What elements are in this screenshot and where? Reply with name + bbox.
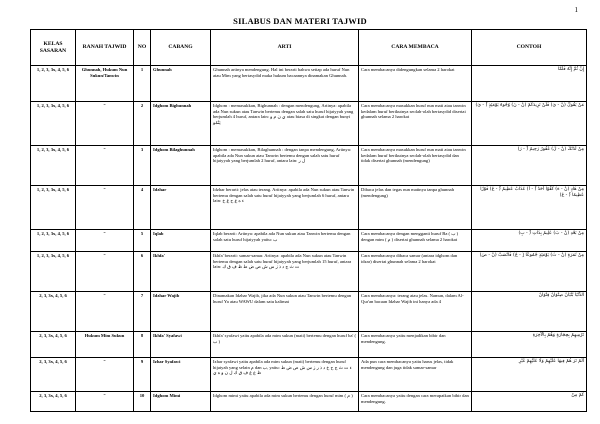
cell-cabang: Ikhfa' (151, 252, 211, 292)
cell-ranah: Hukum Mim Sukun (76, 332, 134, 358)
header-no: NO (134, 30, 151, 66)
cell-kelas: 1, 2, 3, 3x, 4, 5, 6 (31, 252, 76, 292)
cell-kelas: 2, 3, 3x, 4, 5, 6 (31, 292, 76, 332)
header-ranah: RANAH TAJWID (76, 30, 134, 66)
cell-cabang: Iqlab (151, 230, 211, 252)
header-cabang: CABANG (151, 30, 211, 66)
cell-arti: Ikhfa' berarti: samar-samar. Artinya: apabila ada Nun sukun atau Tanwin bertemu dengan salah satu huruf hijaiyyah yang berjumlah 15 huruf, antara lain: ت ث ج د ذ ز س ش ص ض ط ظ ف ق ك (211, 252, 359, 292)
cell-cabang: Idghom Bilaghunnah (151, 146, 211, 186)
cell-kelas: 2, 3, 3x, 4, 5, 6 (31, 332, 76, 358)
cell-contoh: الدُّنْيَا بُنْيَانٌ صِنْوَانٌ قِنْوَانٌ (472, 292, 587, 332)
cell-contoh: مَنْ يَقُولُ (نْ - يَ) فَلَنْ نَزِيدَكُمْ (نْ - نَ) وُجُوهٌ يَوْمَئِذٍ (ٌ - يَ) (472, 102, 587, 146)
table-row (31, 292, 587, 332)
table-row (31, 66, 587, 102)
cell-contoh: تَرْمِيهِمْ بِحِجَارَةٍ وَهُمْ بِالْآخِرَةِ (472, 332, 587, 358)
cell-arti: Dinamakan Idzhar Wajib, jika ada Nun sukun atau Tanwin bertemu dengan huruf Ya atau WAWU dalam satu kalimat (211, 292, 359, 332)
cell-cabang: Izhar Syafawi (151, 358, 211, 392)
cell-ranah: " (76, 358, 134, 392)
syllabus-table (30, 29, 587, 412)
table-row (31, 146, 587, 186)
cell-ranah: " (76, 102, 134, 146)
table-row (31, 102, 587, 146)
cell-no: 9 (134, 358, 151, 392)
cell-arti: Idghom : memasukkan, Bighunnah : dengan mendengung, Artinya: apabila ada Nun sukun atau Tanwin bertemu dengan salah satu huruf hijaiyyah yang berjumlah 4 huruf, antara lain: ي ن م و atau biasa di singkat dengan bunyi يَنْمُو (211, 102, 359, 146)
cell-cabang: Idzhar Wajib (151, 292, 211, 332)
cell-kelas: 1, 2, 3, 3x, 4, 5, 6 (31, 146, 76, 186)
cell-ranah: " (76, 230, 134, 252)
cell-arti: Idzhar berarti: jelas atau terang. Artinya: apabila ada Nun sukun atau Tanwin bertemu dengan salah satu huruf hijaiyyah yang berjumlah 6 huruf, antara lain: ء ه ع ح غ خ (211, 186, 359, 230)
cell-contoh: مِنْ هَادٍ (نْ - هَ) كُفُوًا أَحَدٌ (ً - أَ) عَذَابٌ عَظِيمٌ (ٌ - عَ) فَوْزًا عَظِيمًا (ً - عَ) (472, 186, 587, 230)
cell-cabang: Idzhar (151, 186, 211, 230)
cell-cabang: Idghom Mimi (151, 392, 211, 412)
cell-cara: Cara membacanya didengungkan selama 2 harokat (359, 66, 472, 102)
cell-cara: Cara membacanya yaitu dengan cara merapatkan bibir dan mendengung. (359, 392, 472, 412)
cell-kelas: 1, 2, 3, 3x, 4, 5, 6 (31, 66, 76, 102)
cell-no: 10 (134, 392, 151, 412)
page-title: SILABUS DAN MATERI TAJWID (233, 16, 367, 26)
table-row (31, 392, 587, 412)
cell-cara: Cara membacanya masukkan huruf nun mati atau tanwin kedalam huruf berikutnya seolah-olah bertasydid disertai ghunnah selama 2 harokat (359, 102, 472, 146)
cell-arti: Idghom : memasukkan, Bilaghunnah : dengan tanpa mendengung, Artinya: apabila ada Nun sukun atau Tanwin bertemu dengan salah satu huruf hijaiyyah yang berjumlah 2 huruf, antara lain: ل ر (211, 146, 359, 186)
table-row (31, 230, 587, 252)
header-contoh: CONTOH (472, 30, 587, 66)
cell-arti: Idghom mimi yaitu apabila ada mim sukun bertemu dengan huruf mim ( م ) (211, 392, 359, 412)
table-row (31, 358, 587, 392)
cell-no: 2 (134, 102, 151, 146)
cell-ranah: " (76, 252, 134, 292)
table-row (31, 252, 587, 292)
cell-kelas: 2, 3, 3x, 4, 5, 6 (31, 358, 76, 392)
cell-kelas: 2, 3, 3x, 4, 5, 6 (31, 392, 76, 412)
table-header-row (31, 30, 587, 66)
cell-kelas: 1, 2, 3, 3x, 4, 5, 6 (31, 230, 76, 252)
cell-ranah: " (76, 392, 134, 412)
cell-no: 1 (134, 66, 151, 102)
cell-arti: Iqlab berarti: Artinya: apabila ada Nun sukun atau Tanwin bertemu dengan salah satu huruf hijaiyyah yaitu: ب (211, 230, 359, 252)
cell-no: 7 (134, 292, 151, 332)
table-row (31, 332, 587, 358)
cell-no: 8 (134, 332, 151, 358)
header-kelas: KELAS SASARAN (31, 30, 76, 66)
cell-arti: Ikhfa' syafawi yaitu apabila ada mim sukun (mati) bertemu dengan huruf ba' ( ب ) (211, 332, 359, 358)
cell-cara: Cara membacanya dibaca samar (antara idghom dan idzar) disertai ghunnah selama 2 harokat (359, 252, 472, 292)
cell-cara: Cara membacanya yaitu menjadikan bibir dan mendengung. (359, 332, 472, 358)
cell-contoh: مِنْ ثَمَرَةٍ (نْ - ثَ) يَوْمَئِذٍ جُمُوعًا (ٍ - جُ) فَانْصَبْ (نْ - صَ) (472, 252, 587, 292)
cell-ranah: " (76, 292, 134, 332)
cell-cara: Cara membacanya dengan mengganti huruf Ba ( ب ) dengan mim ( م ) disertai ghunnah selama 2 harokat (359, 230, 472, 252)
cell-ranah: " (76, 146, 134, 186)
cell-no: 4 (134, 186, 151, 230)
cell-contoh: مِنْ بَعْدِ (نْ - بَ) عَلِيمٌ بِذَاتِ (ٌ - بِ) (472, 230, 587, 252)
cell-contoh: إِنَّ ثُمَّ إِنَّهُ فَلَمَّا (472, 66, 587, 102)
cell-contoh: أَلَمْ تَرَ هُمْ فِيهَا عَلَيْهِمْ وَلَا عَلَيْهِمْ غَيْرِ (472, 358, 587, 392)
header-arti: ARTI (211, 30, 359, 66)
cell-contoh: مِنْ لَدُنْكَ (نْ - لَ) غَفُورٌ رَحِيمٌ (ٌ - رَ) (472, 146, 587, 186)
cell-cabang: Ghunnah (151, 66, 211, 102)
table-row (31, 186, 587, 230)
cell-ranah: Ghunnah, Hukum Nun Sukun/Tanwin (76, 66, 134, 102)
cell-arti: Ghunnah artinya mendengung. Hal ini berarti bahwa setiap ada huruf Nun atau Mim yang bertasydid maka hukum bacaannya dinamakan Ghunnah. (211, 66, 359, 102)
page-number: 1 (574, 6, 578, 14)
cell-cara: Dibaca jelas dan tegas nun matinya tanpa ghunnah (mendengung) (359, 186, 472, 230)
cell-cara: Ada pun cara membacanya yaitu harus jelas, tidak mendengung dan juga tidak samar-samar (359, 358, 472, 392)
cell-cabang: Ikhfa' Syafawi (151, 332, 211, 358)
cell-cabang: Idghom Bighunnah (151, 102, 211, 146)
cell-arti: Izhar syafawi yaitu apabila ada mim sukun (mati) bertemu dengan huruf hijaiyah yang selain م dan ب, yaitu: ء ت ث ج ح خ د ذ ر ز س ش ص ض ط ظ ع غ ف ق ك ل ن و ه ي (211, 358, 359, 392)
cell-cara: Cara membacanya masukkan huruf nun mati atau tanwin kedalam huruf berikutnya seolah-olah bertasydid dan tidak disertai ghunnah (mendengung) (359, 146, 472, 186)
cell-contoh: كَمْ مِنْ (472, 392, 587, 412)
cell-no: 6 (134, 252, 151, 292)
cell-ranah: " (76, 186, 134, 230)
cell-no: 5 (134, 230, 151, 252)
cell-no: 3 (134, 146, 151, 186)
header-cara: CARA MEMBACA (359, 30, 472, 66)
cell-kelas: 1, 2, 3, 3x, 4, 5, 6 (31, 186, 76, 230)
cell-cara: Cara membacanya: terang atau jelas. Namun, dalam Al-Qur'an bacaan Idzhar Wajib ini hanya ada 4 (359, 292, 472, 332)
cell-kelas: 1, 2, 3, 3x, 4, 5, 6 (31, 102, 76, 146)
